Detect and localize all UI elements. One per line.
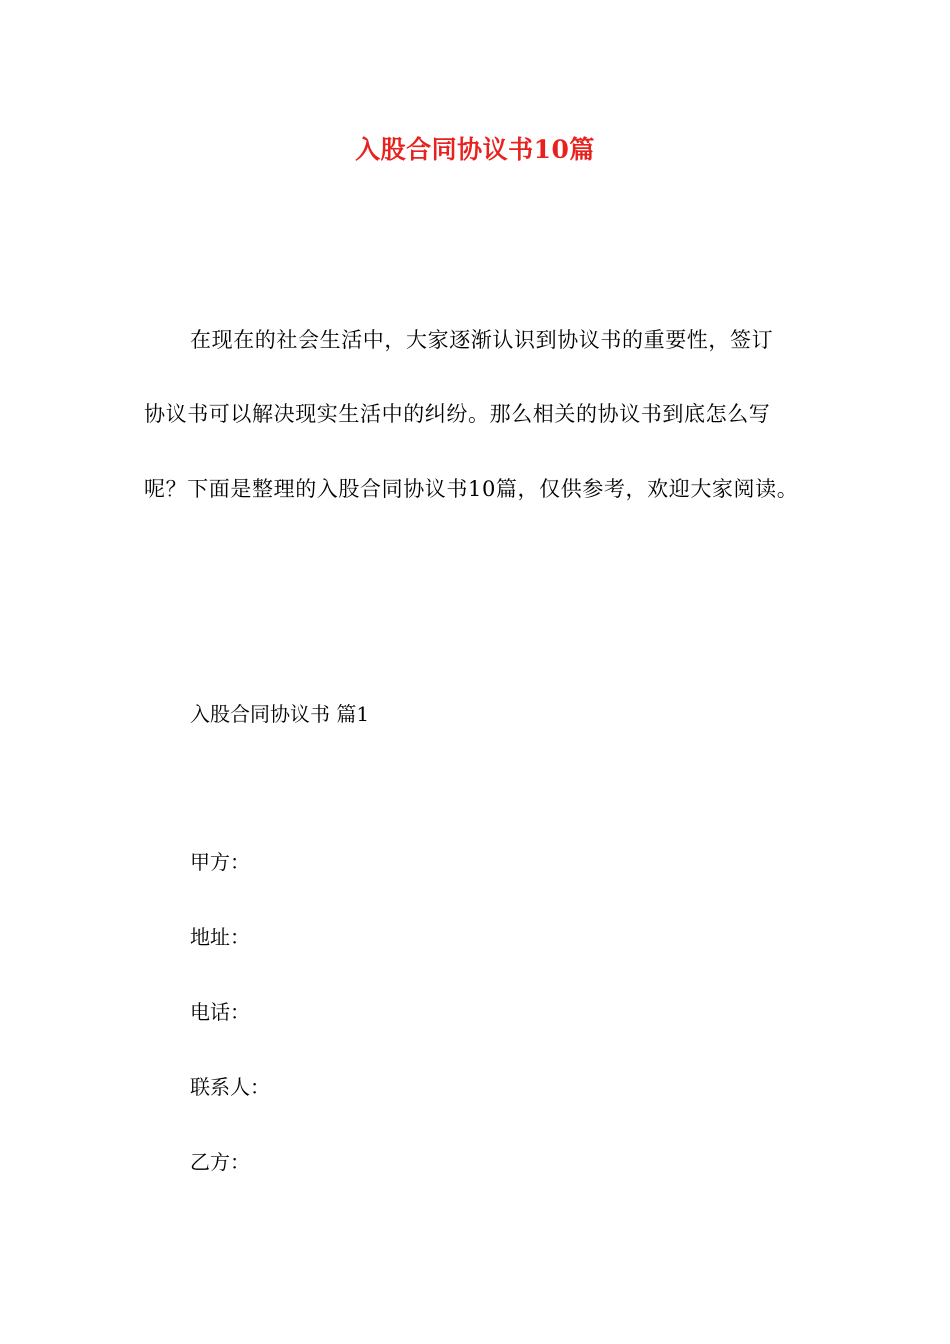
- field-party-a: 甲方：: [190, 850, 250, 874]
- document-title: 入股合同协议书10篇: [355, 135, 595, 164]
- field-phone: 电话：: [190, 1000, 250, 1024]
- intro-line-3: 呢？下面是整理的入股合同协议书10篇，仅供参考，欢迎大家阅读。: [144, 477, 799, 501]
- field-party-b: 乙方：: [190, 1150, 250, 1174]
- section-heading: 入股合同协议书 篇1: [190, 702, 370, 726]
- field-contact: 联系人：: [190, 1075, 270, 1099]
- field-address: 地址：: [190, 925, 250, 949]
- intro-line-1: 在现在的社会生活中，大家逐渐认识到协议书的重要性，签订: [190, 328, 774, 352]
- intro-line-2: 协议书可以解决现实生活中的纠纷。那么相关的协议书到底怎么写: [144, 402, 771, 426]
